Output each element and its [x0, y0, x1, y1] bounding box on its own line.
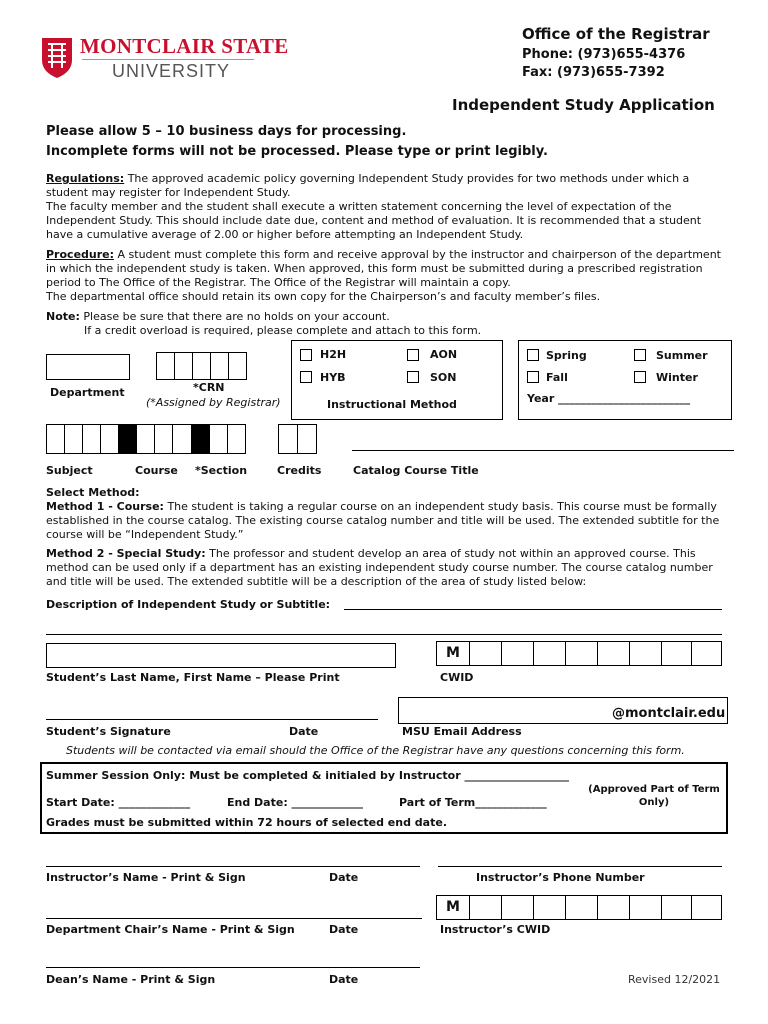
student-signature-input[interactable]: [46, 719, 378, 720]
office-title: Office of the Registrar: [522, 25, 710, 43]
student-signature-label: Student’s Signature: [46, 725, 171, 738]
spring-checkbox[interactable]: [527, 349, 539, 361]
instructor-cwid-label: Instructor’s CWID: [440, 923, 551, 936]
part-of-term-field[interactable]: Part of Term_____________: [399, 796, 547, 809]
contact-note: Students will be contacted via email should the Office of the Registrar have any questions concerning this form.: [66, 744, 685, 757]
instructor-phone-input[interactable]: [438, 866, 722, 867]
student-cwid-prefix: M: [436, 641, 470, 666]
note-line-2: If a credit overload is required, please complete and attach to this form.: [84, 324, 482, 337]
incomplete-notice: Incomplete forms will not be processed. Please type or print legibly.: [46, 144, 548, 159]
instructor-signature-input[interactable]: [46, 866, 420, 867]
catalog-title-input[interactable]: [352, 450, 734, 451]
chair-signature-input[interactable]: [46, 918, 422, 919]
winter-checkbox[interactable]: [634, 371, 646, 383]
description-input-line-2[interactable]: [46, 634, 722, 635]
subject-label: Subject: [46, 464, 93, 477]
shield-logo-icon: [40, 34, 74, 80]
description-label: Description of Independent Study or Subtitle:: [46, 598, 331, 611]
year-field[interactable]: Year ________________________: [527, 392, 691, 405]
regulations-text-1: The approved academic policy governing Independent Study provides for two methods under which a student may register for Independent Study.: [46, 172, 690, 199]
note-label: Note:: [46, 310, 80, 323]
department-input[interactable]: [46, 354, 130, 380]
procedure-text-2: The departmental office should retain its own copy for the Chairperson’s and faculty member’s files.: [46, 290, 601, 303]
department-label: Department: [50, 386, 125, 399]
university-logo: [40, 32, 289, 84]
credits-label: Credits: [277, 464, 322, 477]
grades-notice: Grades must be submitted within 72 hours of selected end date.: [46, 816, 448, 829]
select-method-section: [46, 486, 721, 589]
procedure-label: Procedure:: [46, 248, 115, 261]
h2h-label: H2H: [320, 348, 347, 361]
h2h-checkbox[interactable]: [300, 349, 312, 361]
processing-notice: Please allow 5 – 10 business days for processing.: [46, 124, 407, 139]
revised-date: Revised 12/2021: [628, 973, 721, 986]
dean-signature-input[interactable]: [46, 967, 420, 968]
course-section-separator: [191, 424, 210, 454]
procedure-text: A student must complete this form and receive approval by the instructor and chairperson of the department in which the independent study is taken. When approved, this form must be submitted during a prescribed registration period to The Office of the Registrar. The Office of the Registrar will maintain a copy.: [46, 248, 721, 289]
description-input[interactable]: [344, 609, 722, 610]
spring-label: Spring: [546, 349, 587, 362]
regulations-label: Regulations:: [46, 172, 125, 185]
son-checkbox[interactable]: [407, 371, 419, 383]
winter-label: Winter: [656, 371, 698, 384]
procedure-section: [46, 248, 721, 304]
approved-part-note: (Approved Part of Term Only): [588, 784, 720, 808]
crn-label: *CRN: [193, 381, 225, 394]
method-1-label: Method 1 - Course:: [46, 500, 164, 513]
instructional-method-label: Instructional Method: [327, 398, 457, 411]
student-signature-date-label: Date: [289, 725, 319, 738]
summer-session-line[interactable]: Summer Session Only: Must be completed & initialed by Instructor ___________________: [46, 769, 569, 782]
dean-date-label: Date: [329, 973, 359, 986]
hyb-checkbox[interactable]: [300, 371, 312, 383]
note-line-1: Please be sure that there are no holds on your account.: [83, 310, 390, 323]
student-name-input[interactable]: [46, 643, 396, 668]
end-date-field[interactable]: End Date: _____________: [227, 796, 364, 809]
hyb-label: HYB: [320, 371, 346, 384]
course-label: Course: [135, 464, 178, 477]
fall-checkbox[interactable]: [527, 371, 539, 383]
summer-label: Summer: [656, 349, 708, 362]
aon-checkbox[interactable]: [407, 349, 419, 361]
regulations-text-2: The faculty member and the student shall execute a written statement concerning the level of expectation of the Independent Study. This should include date due, content and method of evaluation. It is recommended that a student have a cumulative average of 2.00 or higher before attempting an Independent Study.: [46, 200, 702, 241]
instructor-cwid-prefix: M: [436, 895, 470, 920]
fall-label: Fall: [546, 371, 568, 384]
method-2-text: The professor and student develop an area of study not within an approved course. This method can be used only if a department has an existing independent study course number. The course catalog number and title will be used. The extended subtitle will be a description of the area of study listed below:: [46, 547, 713, 588]
crn-note: (*Assigned by Registrar): [146, 396, 281, 409]
method-2-label: Method 2 - Special Study:: [46, 547, 206, 560]
subject-course-separator: [118, 424, 137, 454]
email-label: MSU Email Address: [402, 725, 522, 738]
note-section: [46, 310, 721, 338]
instructor-date-label: Date: [329, 871, 359, 884]
dean-signature-label: Dean’s Name - Print & Sign: [46, 973, 216, 986]
office-phone: Phone: (973)655-4376: [522, 47, 686, 62]
start-date-field[interactable]: Start Date: _____________: [46, 796, 191, 809]
form-title: Independent Study Application: [452, 96, 715, 114]
son-label: SON: [430, 371, 457, 384]
university-name-line2: UNIVERSITY: [112, 61, 231, 81]
select-method-heading: Select Method:: [46, 486, 140, 499]
section-label: *Section: [195, 464, 248, 477]
method-1-text: The student is taking a regular course on an independent study basis. This course must be formally established in the course catalog. The existing course catalog number and title will be used. The extended subtitle for the course will be “Independent Study.”: [46, 500, 720, 541]
instructor-phone-label: Instructor’s Phone Number: [476, 871, 645, 884]
catalog-title-label: Catalog Course Title: [353, 464, 479, 477]
student-name-label: Student’s Last Name, First Name – Please Print: [46, 671, 340, 684]
chair-signature-label: Department Chair’s Name - Print & Sign: [46, 923, 295, 936]
instructor-signature-label: Instructor’s Name - Print & Sign: [46, 871, 246, 884]
regulations-section: [46, 172, 721, 242]
summer-checkbox[interactable]: [634, 349, 646, 361]
student-cwid-label: CWID: [440, 671, 474, 684]
email-domain: @montclair.edu: [612, 706, 726, 721]
aon-label: AON: [430, 348, 458, 361]
office-fax: Fax: (973)655-7392: [522, 65, 665, 80]
university-name-line1: MONTCLAIR STATE: [80, 34, 289, 58]
chair-date-label: Date: [329, 923, 359, 936]
